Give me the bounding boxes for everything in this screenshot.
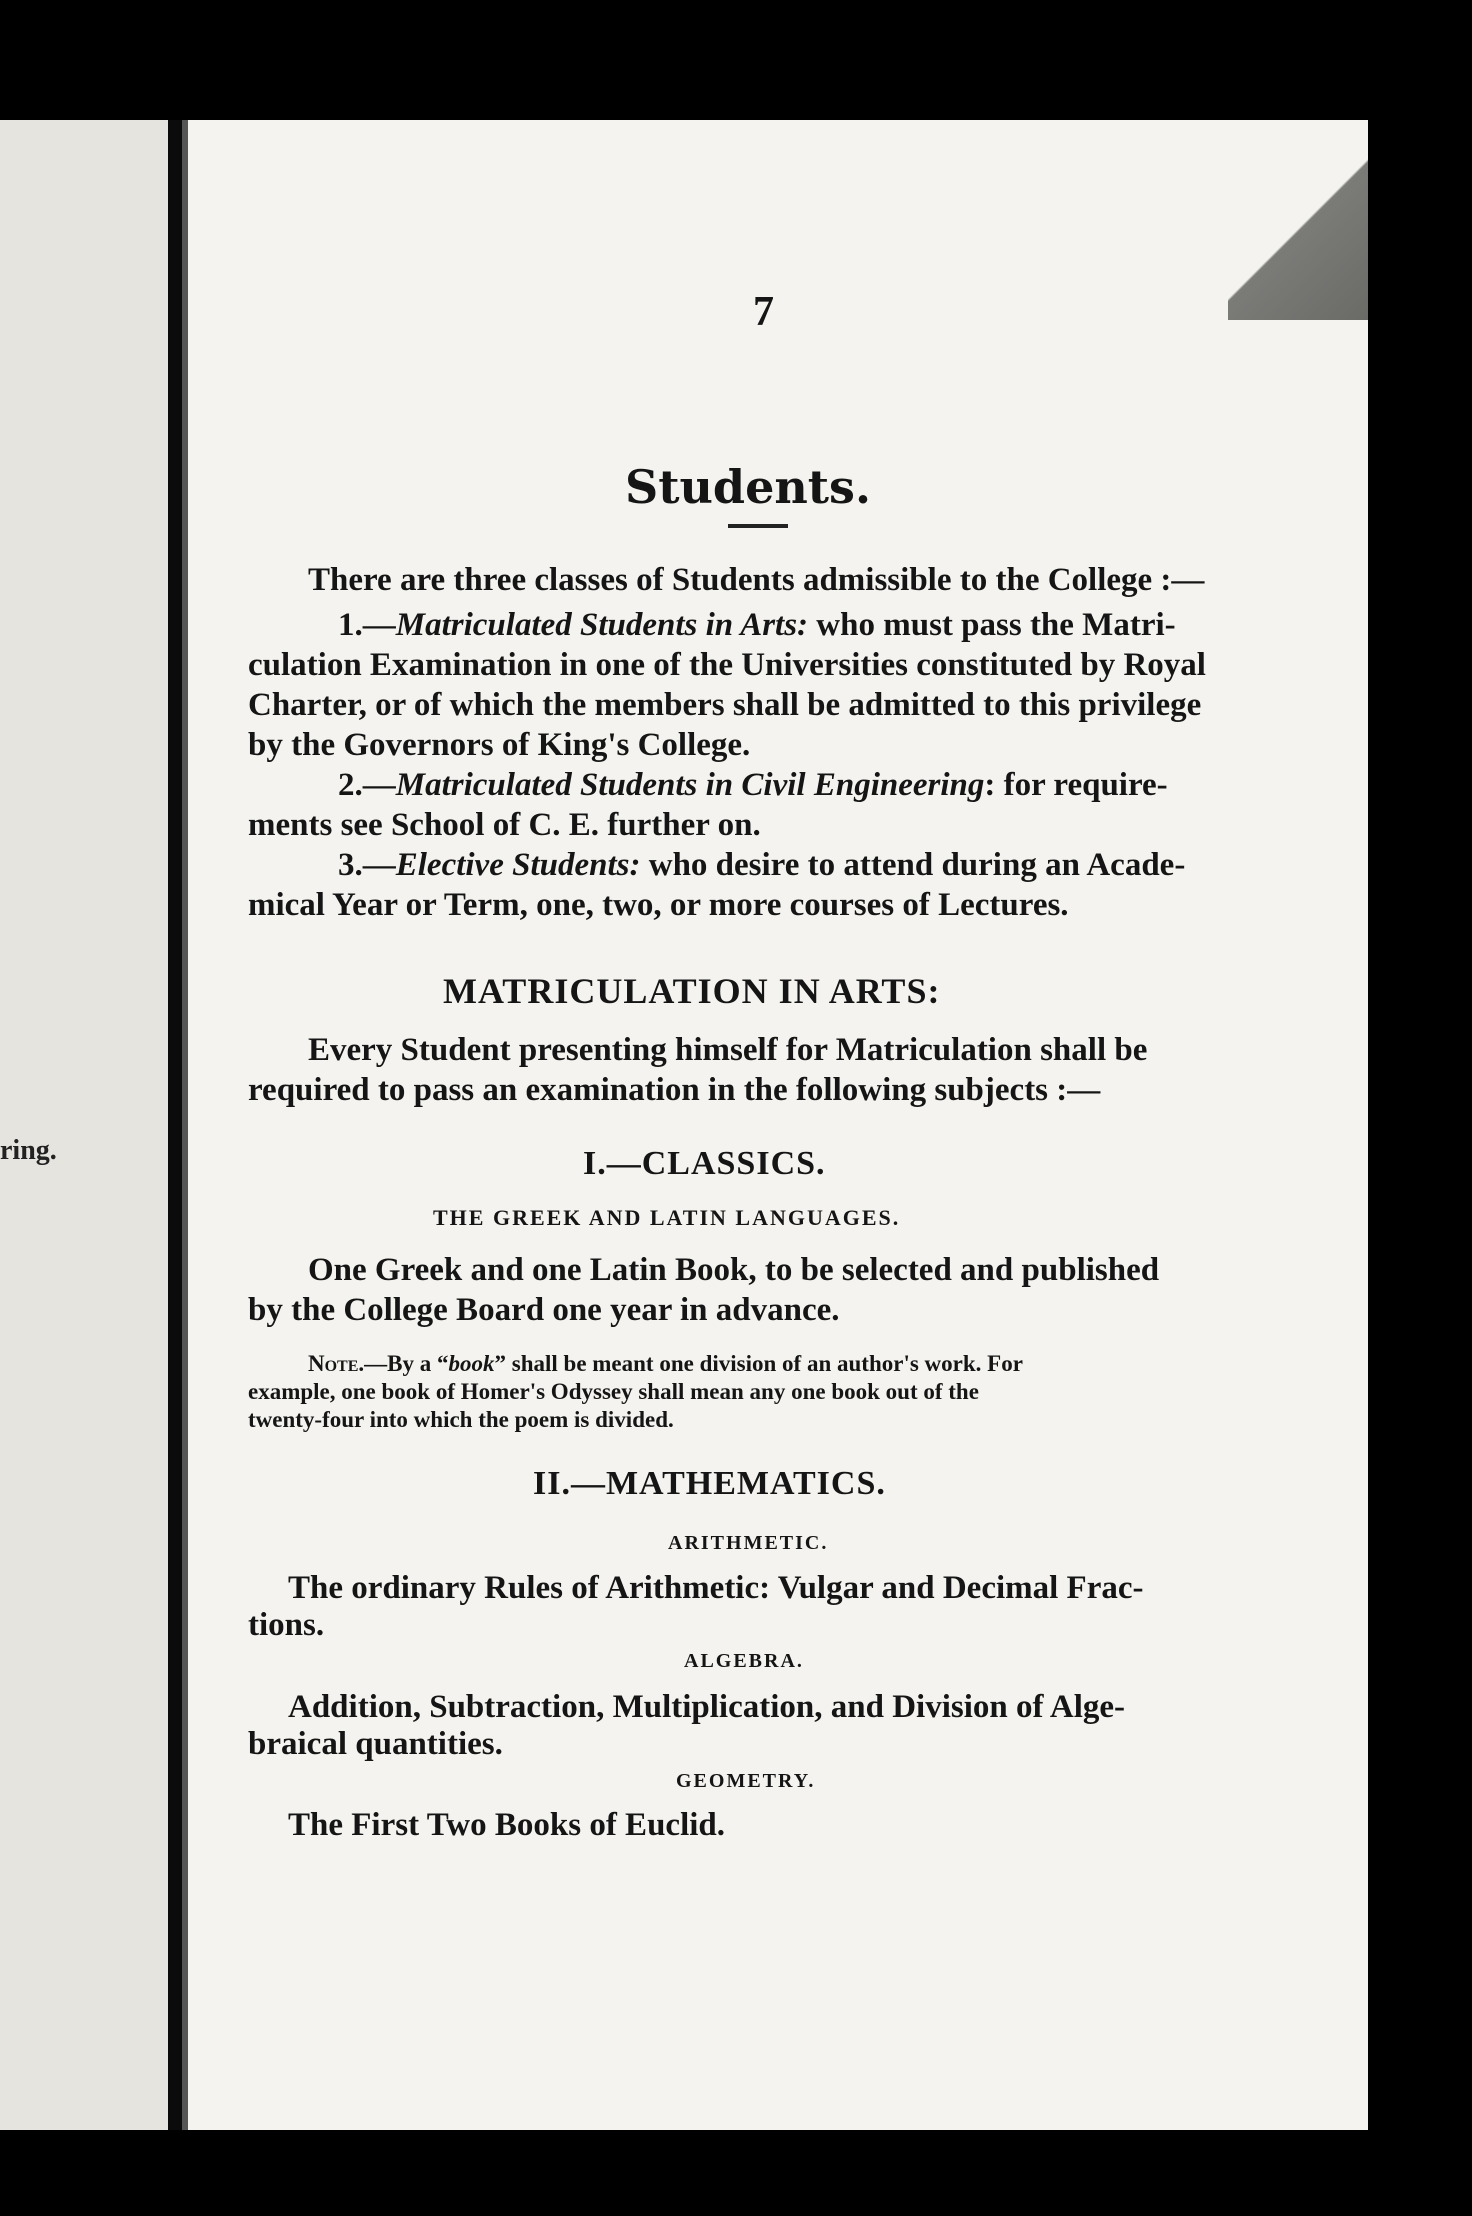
- student-class-1-line2: culation Examination in one of the Universities constituted by Royal: [248, 647, 1206, 683]
- student-class-1-line3: Charter, or of which the members shall be admitted to this privilege: [248, 687, 1202, 723]
- heading-rule: [728, 524, 788, 528]
- page-number: 7: [753, 289, 774, 335]
- algebra-line2: braical quantities.: [248, 1726, 503, 1762]
- matriculation-line2: required to pass an examination in the following subjects :—: [248, 1072, 1101, 1108]
- item-text: who must pass the Matri-: [808, 607, 1176, 643]
- adjacent-page-text: ring.: [0, 1135, 57, 1166]
- item-number: 3.—: [338, 847, 396, 883]
- student-class-2-line2: ments see School of C. E. further on.: [248, 807, 761, 843]
- geometry-heading: GEOMETRY.: [676, 1770, 816, 1792]
- item-number: 1.—: [338, 607, 396, 643]
- matriculation-line1: Every Student presenting himself for Matriculation shall be: [308, 1032, 1148, 1068]
- note-label: Note.: [308, 1351, 365, 1376]
- algebra-heading: ALGEBRA.: [684, 1650, 804, 1672]
- mathematics-heading: II.—MATHEMATICS.: [533, 1465, 886, 1502]
- arithmetic-line1: The ordinary Rules of Arithmetic: Vulgar and Decimal Frac-: [288, 1570, 1144, 1606]
- item-number: 2.—: [338, 767, 396, 803]
- item-title: Elective Students:: [395, 847, 641, 883]
- classics-heading: I.—CLASSICS.: [583, 1145, 826, 1182]
- students-heading: Students.: [625, 460, 871, 514]
- classics-subheading: THE GREEK AND LATIN LANGUAGES.: [433, 1205, 901, 1230]
- classics-note: Note.—By a “book” shall be meant one division of an author's work. For: [308, 1351, 1023, 1376]
- folded-corner: [1228, 150, 1368, 320]
- student-class-1: [338, 605, 1176, 645]
- classics-note-line3: twenty-four into which the poem is divided.: [248, 1407, 674, 1432]
- classics-line1: One Greek and one Latin Book, to be selected and published: [308, 1252, 1160, 1288]
- matriculation-heading: MATRICULATION IN ARTS:: [443, 971, 941, 1011]
- page-spine: [168, 120, 182, 2130]
- student-class-3-line2: mical Year or Term, one, two, or more courses of Lectures.: [248, 887, 1069, 923]
- classics-line2: by the College Board one year in advance.: [248, 1292, 840, 1328]
- student-class-1-line4: by the Governors of King's College.: [248, 727, 751, 763]
- classics-note-line2: example, one book of Homer's Odyssey shall mean any one book out of the: [248, 1379, 979, 1404]
- arithmetic-line2: tions.: [248, 1607, 325, 1643]
- student-class-2: [338, 765, 1168, 805]
- geometry-line1: The First Two Books of Euclid.: [288, 1807, 726, 1843]
- item-title: Matriculated Students in Arts:: [395, 607, 809, 643]
- item-text: who desire to attend during an Acade-: [640, 847, 1186, 883]
- adjacent-page-fragment: [0, 120, 168, 2130]
- item-title: Matriculated Students in Civil Engineering: [395, 767, 985, 803]
- item-text: : for require-: [984, 767, 1168, 803]
- student-class-3: [338, 845, 1185, 885]
- algebra-line1: Addition, Subtraction, Multiplication, and Division of Alge-: [288, 1689, 1126, 1725]
- document-page: [188, 120, 1368, 2130]
- arithmetic-heading: ARITHMETIC.: [668, 1532, 829, 1554]
- students-intro: There are three classes of Students admissible to the College :—: [308, 562, 1205, 598]
